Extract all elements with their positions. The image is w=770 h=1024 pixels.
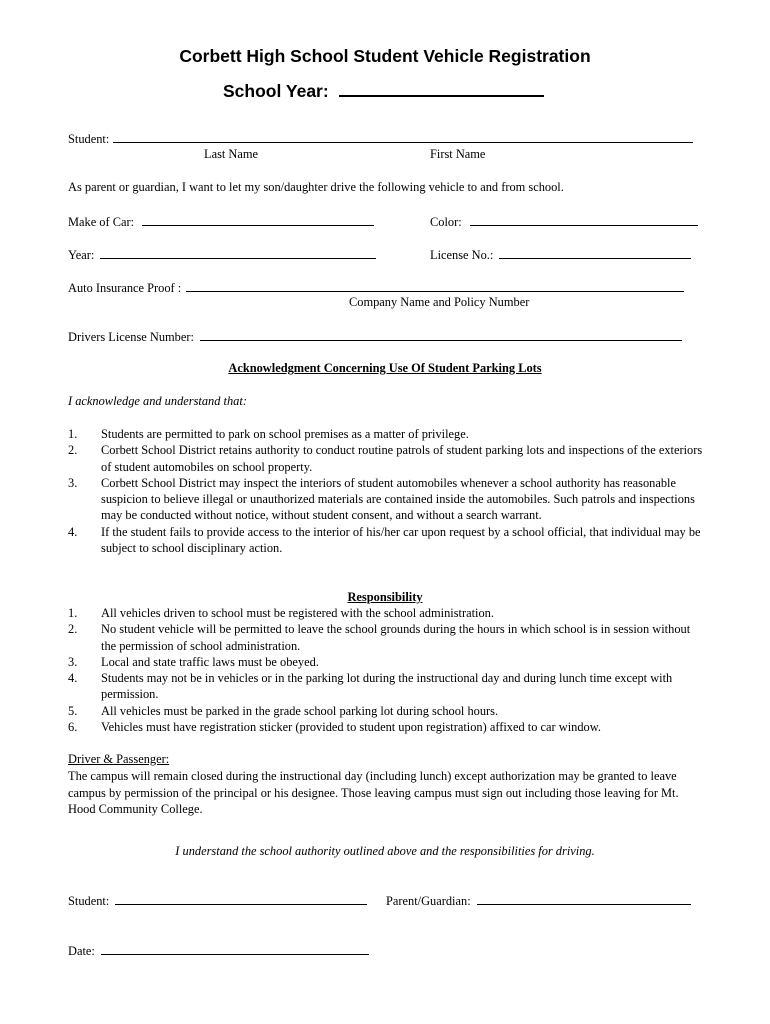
year-field[interactable] [100,246,376,259]
make-row [68,213,374,230]
list-item: 4. Students may not be in vehicles or in the parking lot during the instructional day and during lunch time except with permission. [68,671,673,702]
list-item: 2. No student vehicle will be permitted to leave the school grounds during the hours in which school is in session without the permission of school administration. [68,622,691,653]
driver-passenger-heading: Driver & Passenger: [68,752,170,766]
color-row [430,213,698,230]
student-name-label: Student: [68,132,110,146]
guardian-signature-row [386,892,691,909]
first-name-caption: First Name [430,147,486,161]
date-field[interactable] [101,942,369,955]
acknowledgment-intro: I acknowledge and understand that: [68,394,247,408]
responsibility-list [68,605,708,735]
permission-statement: As parent or guardian, I want to let my son/daughter drive the following vehicle to and from school. [68,180,564,194]
insurance-field[interactable] [186,279,684,292]
make-field[interactable] [142,213,374,226]
list-item: 1. Students are permitted to park on school premises as a matter of privilege. [68,427,469,441]
list-item: 1. All vehicles driven to school must be registered with the school administration. [68,606,494,620]
driver-passenger-text: The campus will remain closed during the instructional day (including lunch) except authorization may be granted to leave campus by permission of the principal or his designee. Those leaving campus must sign out including those leaving for Mt. Hood Community College. [68,769,679,817]
year-label: Year: [68,248,95,262]
list-item: 2. Corbett School District retains authority to conduct routine patrols of student parking lots and inspections of the exteriors of student automobiles on school property. [68,443,703,474]
acknowledgment-heading: Acknowledgment Concerning Use Of Student Parking Lots [228,361,542,375]
insurance-caption: Company Name and Policy Number [349,295,530,309]
date-row [68,942,369,959]
responsibility-heading: Responsibility [347,590,423,604]
date-label: Date: [68,944,95,958]
list-item: 4. If the student fails to provide access to the interior of his/her car upon request by a school official, that individual may be subject to school disciplinary action. [68,524,701,556]
license-row [430,246,691,263]
acknowledgment-list [68,426,708,556]
make-label: Make of Car: [68,215,135,229]
school-year-row [223,79,544,102]
guardian-signature-label: Parent/Guardian: [386,894,471,908]
color-label: Color: [430,215,462,229]
license-label: License No.: [430,248,494,262]
list-item: 3. Local and state traffic laws must be obeyed. [68,654,319,669]
understanding-statement: I understand the school authority outlined above and the responsibilities for driving. [175,844,595,858]
guardian-signature-field[interactable] [477,892,691,905]
school-year-field[interactable] [339,79,544,97]
student-signature-row [68,892,367,909]
color-field[interactable] [470,213,698,226]
student-signature-field[interactable] [115,892,367,905]
drivers-license-field[interactable] [200,328,682,341]
student-name-row [68,130,693,147]
insurance-row [68,279,684,296]
license-field[interactable] [499,246,691,259]
list-item: 6. Vehicles must have registration sticker (provided to student upon registration) affixed to car window. [68,720,601,735]
drivers-license-label: Drivers License Number: [68,330,194,344]
list-item: 5. All vehicles must be parked in the grade school parking lot during school hours. [68,703,499,718]
student-signature-label: Student: [68,894,110,908]
drivers-license-row [68,328,682,345]
form-title: Corbett High School Student Vehicle Registration [179,46,591,66]
list-item: 3. Corbett School District may inspect the interiors of student automobiles whenever a school authority has reasonable suspicion to believe illegal or unauthorized materials are contained inside the automobiles. Such patrols and inspections may be conducted without notice, without student consent, and without a search warrant. [68,475,695,523]
student-name-field[interactable] [113,130,693,143]
school-year-label: School Year: [223,81,329,101]
last-name-caption: Last Name [204,147,259,161]
year-row [68,246,376,263]
insurance-label: Auto Insurance Proof : [68,281,182,295]
